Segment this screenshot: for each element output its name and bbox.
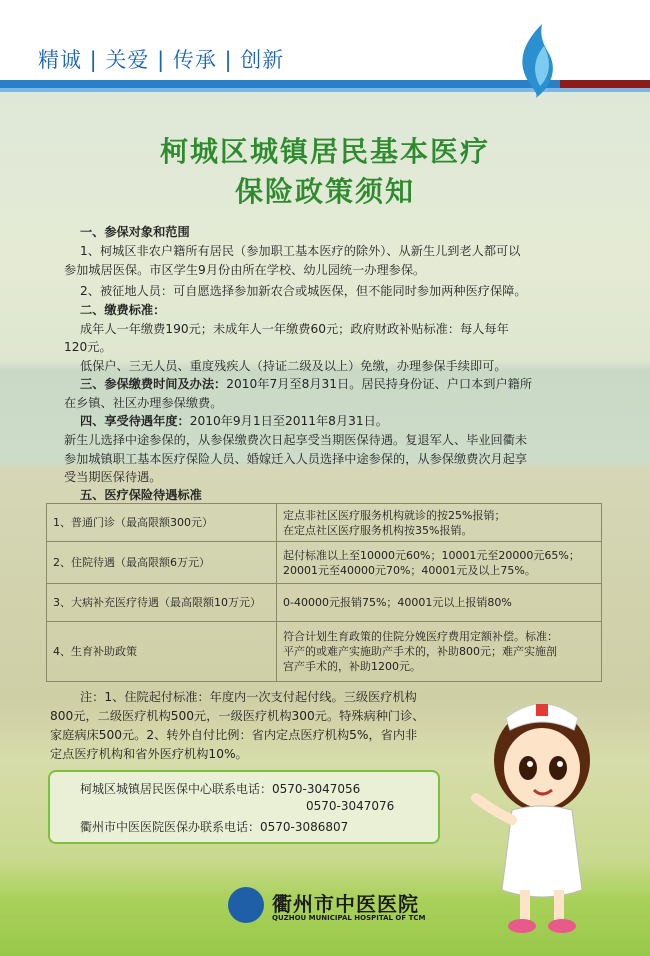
section-3-heading: 三、参保缴费时间及办法： — [80, 377, 227, 391]
detail-line: 在定点社区医疗服务机构按35%报销。 — [283, 523, 473, 537]
slogan: 精诚 | 关爱 | 传承 | 创新 — [38, 48, 285, 72]
section-1-para-1a: 1、柯城区非农户籍所有居民（参加职工基本医疗的除外）、从新生儿到老人都可以 — [80, 244, 521, 258]
section-3-line-1 — [80, 375, 532, 394]
section-5-heading: 五、医疗保险待遇标准 — [80, 488, 202, 502]
detail-line: 定点非社区医疗服务机构就诊的按25%报销； — [283, 508, 506, 522]
contact-box — [48, 770, 440, 844]
table-cell-detail — [277, 504, 602, 542]
table-cell-item: 3、大病补充医疗待遇（最高限额10万元） — [47, 584, 277, 622]
note-line-2: 800元，二级医疗机构500元，一级医疗机构300元。特殊病种门诊、 — [50, 709, 425, 723]
section-4-heading: 四、享受待遇年度： — [80, 414, 190, 428]
section-4-para-2c: 受当期医保待遇。 — [64, 470, 162, 484]
table-cell-detail — [277, 622, 602, 682]
hospital-name-en: QUZHOU MUNICIPAL HOSPITAL OF TCM — [272, 914, 426, 922]
table-row — [47, 584, 602, 622]
table-cell-item: 1、普通门诊（最高限额300元） — [47, 504, 277, 542]
hospital-name-cn: 衢州市中医医院 — [272, 892, 419, 916]
section-4-para-1: 2010年9月1日至2011年8月31日。 — [189, 414, 388, 428]
detail-line: 20001元至40000元70%；40001元及以上75%。 — [283, 563, 536, 577]
section-2-heading: 二、缴费标准： — [80, 303, 166, 317]
section-1-para-2: 2、被征地人员：可自愿选择参加新农合或城医保，但不能同时参加两种医疗保障。 — [80, 284, 527, 298]
section-2-para-1b: 120元。 — [64, 340, 112, 354]
section-4-para-2a: 新生儿选择中途参保的，从参保缴费次日起享受当期医保待遇。复退军人、毕业回衢未 — [64, 433, 528, 447]
detail-line: 宫产手术的，补助1200元。 — [283, 660, 421, 673]
header-stripe-red — [560, 80, 650, 88]
table-row — [47, 542, 602, 584]
section-1-heading: 一、参保对象和范围 — [80, 225, 190, 239]
section-4-para-2b: 参加城镇职工基本医疗保险人员、婚嫁迁入人员选择中途参保的，从参保缴费次月起享 — [64, 452, 528, 466]
page-title-line1: 柯城区城镇居民基本医疗 — [159, 135, 490, 168]
note-line-1: 注：1、住院起付标准：年度内一次支付起付线。三级医疗机构 — [80, 690, 417, 704]
contact-line-3: 衢州市中医医院医保办联系电话：0570-3086807 — [80, 820, 349, 834]
note-line-4: 定点医疗机构和省外医疗机构10%。 — [50, 747, 248, 761]
note-line-3: 家庭病床500元。2、转外自付比例：省内定点医疗机构5%，省内非 — [50, 728, 418, 742]
section-1-para-1b: 参加城居医保。市区学生9月份由所在学校、幼儿园统一办理参保。 — [64, 263, 426, 277]
section-3-para-1a: 2010年7月至8月31日。居民持身份证、户口本到户籍所 — [226, 377, 533, 391]
section-2-para-1a: 成年人一年缴费190元；未成年人一年缴费60元；政府财政补贴标准：每人每年 — [80, 322, 509, 336]
detail-line: 平产的或难产实施助产手术的，补助800元；难产实施剖 — [283, 645, 557, 658]
contact-line-1: 柯城区城镇居民医保中心联系电话：0570-3047056 — [80, 782, 361, 796]
section-4-line-1 — [80, 412, 388, 431]
hospital-logo-icon — [228, 887, 264, 923]
detail-line: 起付标准以上至10000元60%；10001元至20000元65%； — [283, 548, 580, 562]
table-row — [47, 504, 602, 542]
page-title-line2: 保险政策须知 — [234, 175, 415, 208]
table-cell-detail — [277, 584, 602, 622]
header-stripe-blue — [0, 80, 600, 88]
table-cell-detail — [277, 542, 602, 584]
nurse-illustration-icon — [462, 690, 642, 940]
flame-logo-icon — [512, 24, 564, 98]
table-row — [47, 622, 602, 682]
table-cell-item: 2、住院待遇（最高限额6万元） — [47, 542, 277, 584]
contact-line-2: 0570-3047076 — [306, 799, 395, 813]
section-3-para-1b: 在乡镇、社区办理参保缴费。 — [64, 396, 223, 410]
benefit-standards-table — [46, 503, 602, 682]
detail-line: 符合计划生育政策的住院分娩医疗费用定额补偿。标准： — [283, 630, 558, 643]
detail-line: 0-40000元报销75%；40001元以上报销80% — [283, 596, 512, 609]
section-2-para-2: 低保户、三无人员、重度残疾人（持证二级及以上）免缴，办理参保手续即可。 — [80, 359, 507, 373]
table-cell-item: 4、生育补助政策 — [47, 622, 277, 682]
